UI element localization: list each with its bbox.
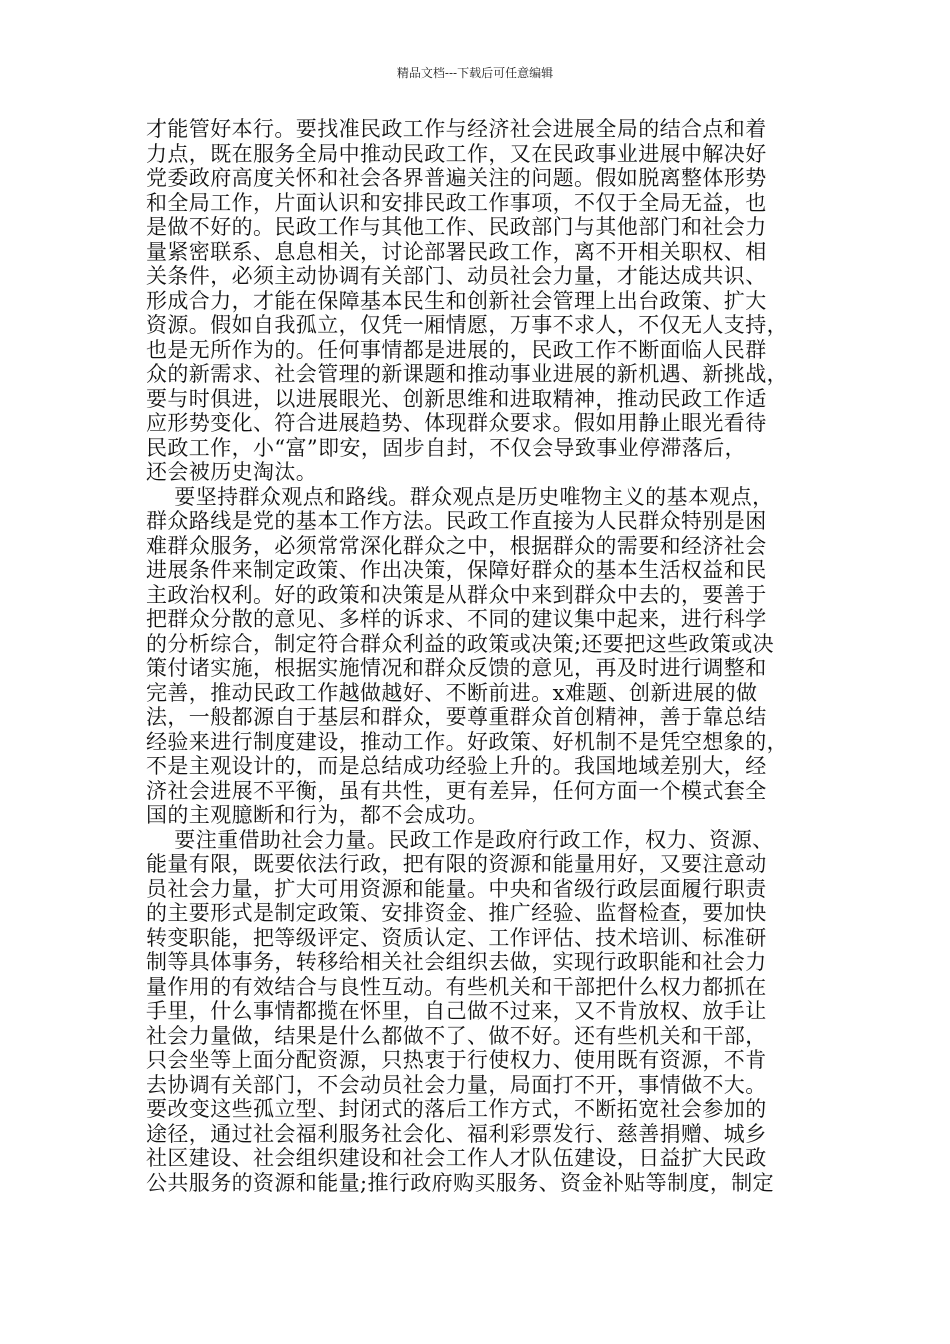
text-line: 难群众服务，必须常常深化群众之中，根据群众的需要和经济社会	[146, 533, 767, 558]
text-line: 去协调有关部门，不会动员社会力量，局面打不开，事情做不大。	[146, 1072, 767, 1097]
text-line: 社会力量做，结果是什么都做不了、做不好。还有些机关和干部，	[146, 1023, 767, 1048]
text-line: 手里，什么事情都揽在怀里，自己做不过来，又不肯放权、放手让	[146, 999, 767, 1023]
text-line: 济社会进展不平衡，虽有共性，更有差异，任何方面一个模式套全	[146, 778, 767, 803]
text-line: 党委政府高度关怀和社会各界普遍关注的问题。假如脱离整体形势	[146, 166, 767, 190]
text-line: 群众路线是党的基本工作方法。民政工作直接为人民群众特别是困	[146, 509, 767, 533]
text-line: 的主要形式是制定政策、安排资金、推广经验、监督检查，要加快	[146, 901, 767, 925]
text-line: 众的新需求、社会管理的新课题和推动事业进展的新机遇、新挑战，	[146, 362, 788, 386]
text-line: 进展条件来制定政策、作出决策，保障好群众的基本生活权益和民	[146, 558, 767, 582]
text-line: 要与时俱进，以进展眼光、创新思维和进取精神，推动民政工作适	[146, 386, 767, 411]
text-line: 途径，通过社会福利服务社会化、福利彩票发行、慈善捐赠、城乡	[146, 1121, 767, 1146]
text-line: 经验来进行制度建设，推动工作。好政策、好机制不是凭空想象的，	[146, 729, 788, 754]
text-line: 能量有限，既要依法行政，把有限的资源和能量用好，又要注意动	[146, 852, 767, 876]
paragraph-start-line: 要坚持群众观点和路线。群众观点是历史唯物主义的基本观点，	[146, 484, 774, 509]
document-body	[146, 117, 814, 1195]
text-line: 社区建设、社会组织建设和社会工作人才队伍建设，日益扩大民政	[146, 1146, 767, 1170]
paragraph-start-line: 要注重借助社会力量。民政工作是政府行政工作，权力、资源、	[146, 827, 774, 852]
text-line: 把群众分散的意见、多样的诉求、不同的建议集中起来，进行科学	[146, 607, 767, 631]
text-line: 资源。假如自我孤立，仅凭一厢情愿，万事不求人，不仅无人支持，	[146, 313, 788, 337]
text-line: 主政治权利。好的政策和决策是从群众中来到群众中去的，要善于	[146, 582, 767, 607]
text-line: 法，一般都源自于基层和群众，要尊重群众首创精神，善于靠总结	[146, 705, 767, 729]
text-line: 公共服务的资源和能量;推行政府购买服务、资金补贴等制度，制定	[146, 1170, 775, 1195]
text-line: 形成合力，才能在保障基本民生和创新社会管理上出台政策、扩大	[146, 288, 767, 313]
page-header: 精品文档---下载后可任意编辑	[396, 66, 554, 80]
text-line: 是做不好的。民政工作与其他工作、民政部门与其他部门和社会力	[146, 215, 767, 239]
text-line: 还会被历史淘汰。	[146, 460, 318, 484]
text-line: 关条件，必须主动协调有关部门、动员社会力量，才能达成共识、	[146, 264, 767, 288]
text-line: 只会坐等上面分配资源，只热衷于行使权力、使用既有资源，不肯	[146, 1048, 767, 1072]
text-line: 要改变这些孤立型、封闭式的落后工作方式，不断拓宽社会参加的	[146, 1097, 767, 1121]
text-line: 制等具体事务，转移给相关社会组织去做，实现行政职能和社会力	[146, 950, 767, 974]
text-line: 量作用的有效结合与良性互动。有些机关和干部把什么权力都抓在	[146, 974, 767, 999]
text-line: 的分析综合，制定符合群众利益的政策或决策;还要把这些政策或决	[146, 631, 775, 656]
text-line: 量紧密联系、息息相关，讨论部署民政工作，离不开相关职权、相	[146, 239, 767, 264]
text-line: 策付诸实施，根据实施情况和群众反馈的意见，再及时进行调整和	[146, 656, 767, 680]
text-line: 员社会力量，扩大可用资源和能量。中央和省级行政层面履行职责	[146, 876, 767, 901]
text-line: 才能管好本行。要找准民政工作与经济社会进展全局的结合点和着	[146, 117, 767, 141]
text-line: 国的主观臆断和行为，都不会成功。	[146, 803, 489, 827]
text-line: 也是无所作为的。任何事情都是进展的，民政工作不断面临人民群	[146, 337, 767, 362]
text-line: 完善，推动民政工作越做越好、不断前进。x难题、创新进展的做	[146, 680, 758, 705]
text-line: 不是主观设计的，而是总结成功经验上升的。我国地域差别大，经	[146, 754, 767, 778]
text-line: 和全局工作，片面认识和安排民政工作事项，不仅于全局无益，也	[146, 190, 767, 215]
text-line: 力点，既在服务全局中推动民政工作，又在民政事业进展中解决好	[146, 141, 767, 166]
text-line: 应形势变化、符合进展趋势、体现群众要求。假如用静止眼光看待	[146, 411, 767, 435]
text-line: 转变职能，把等级评定、资质认定、工作评估、技术培训、标准研	[146, 925, 767, 950]
text-line: 民政工作，小“富”即安，固步自封，不仅会导致事业停滞落后，	[146, 435, 747, 460]
